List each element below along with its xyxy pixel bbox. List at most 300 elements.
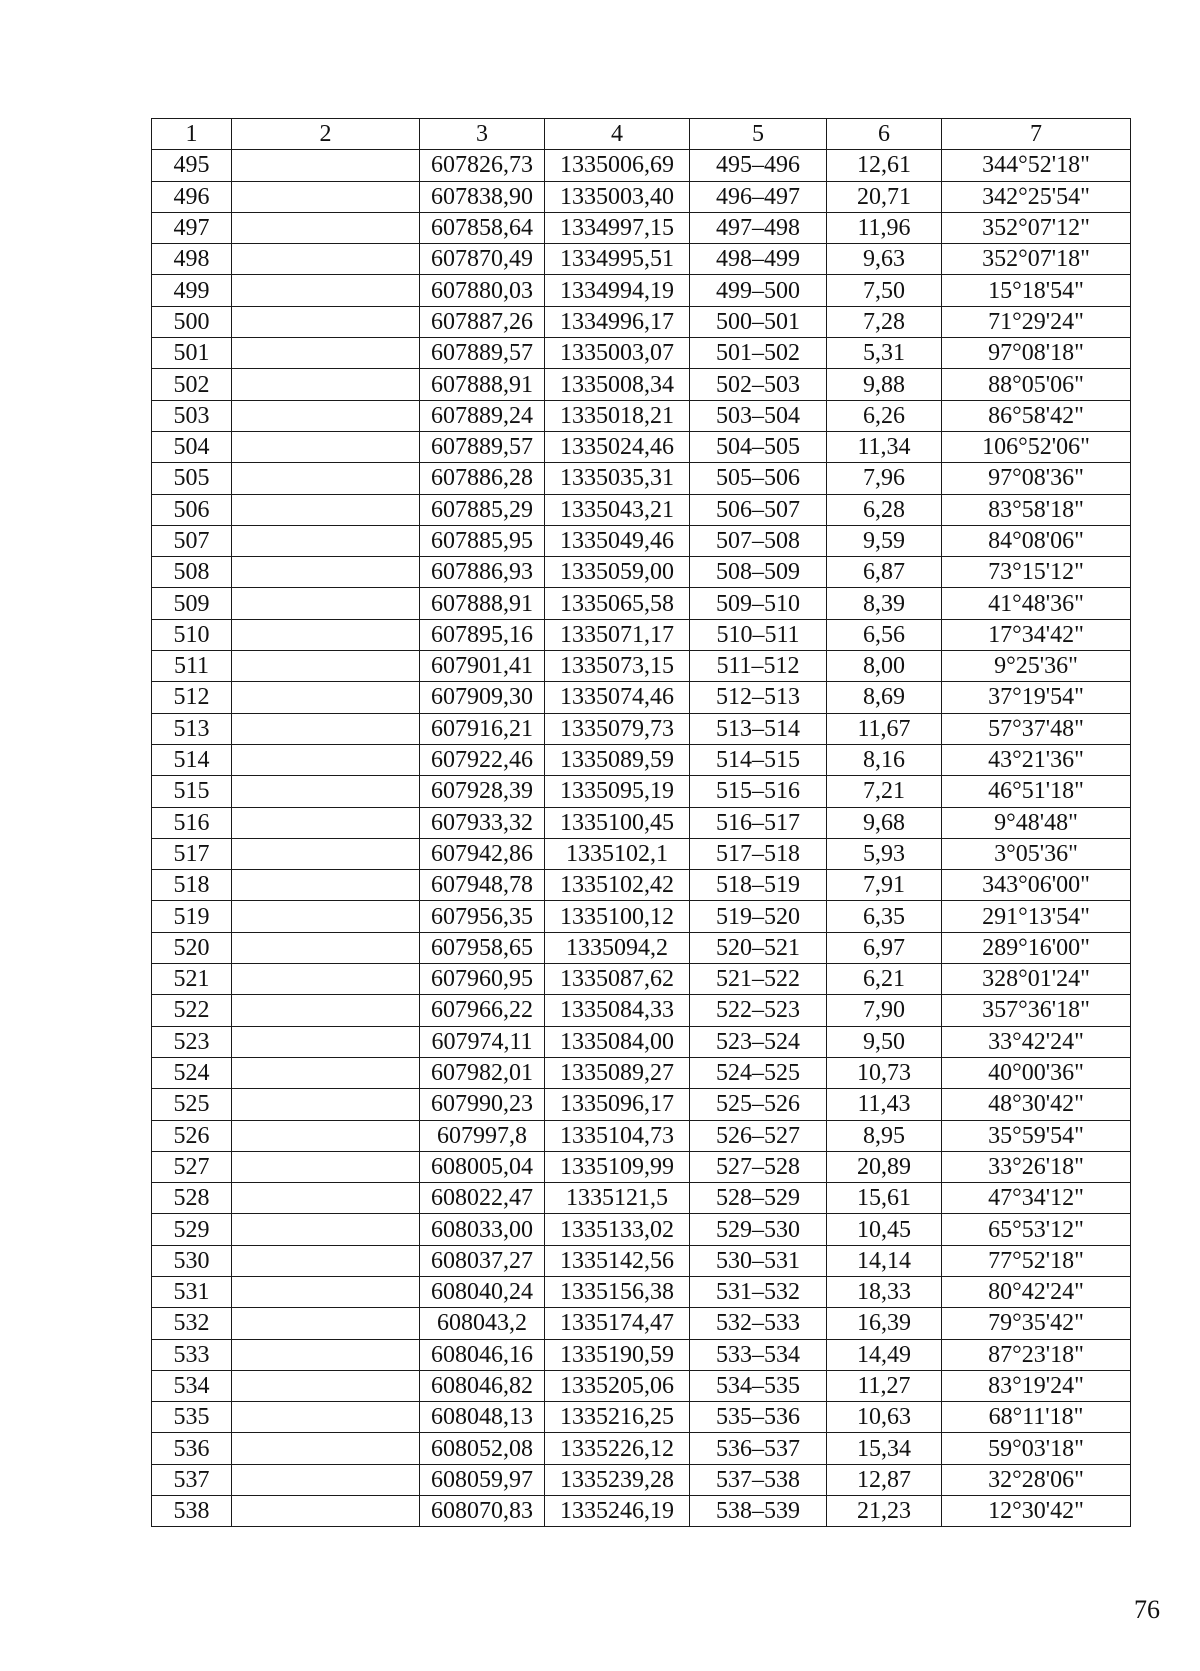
table-cell-segment: 529–530 (690, 1214, 827, 1245)
table-row (152, 964, 1131, 995)
table-cell-coord-y: 1335018,21 (545, 400, 690, 431)
table-cell-bearing: 41°48'36" (942, 588, 1131, 619)
table-cell-point-name (232, 181, 420, 212)
table-cell-bearing: 9°25'36" (942, 651, 1131, 682)
table-cell-bearing: 97°08'18" (942, 338, 1131, 369)
table-row (152, 463, 1131, 494)
table-cell-point-number: 508 (152, 557, 232, 588)
table-cell-bearing: 357°36'18" (942, 995, 1131, 1026)
table-row (152, 1308, 1131, 1339)
table-row (152, 150, 1131, 181)
table-cell-coord-y: 1335089,59 (545, 744, 690, 775)
table-row (152, 1120, 1131, 1151)
table-cell-point-number: 499 (152, 275, 232, 306)
table-cell-distance: 14,49 (827, 1339, 942, 1370)
table-cell-point-number: 521 (152, 964, 232, 995)
table-cell-coord-x: 607880,03 (420, 275, 545, 306)
table-row (152, 275, 1131, 306)
table-cell-bearing: 9°48'48" (942, 807, 1131, 838)
table-cell-coord-x: 608022,47 (420, 1183, 545, 1214)
table-cell-point-number: 520 (152, 932, 232, 963)
table-cell-coord-x: 607889,57 (420, 431, 545, 462)
table-cell-distance: 7,50 (827, 275, 942, 306)
table-cell-distance: 6,56 (827, 619, 942, 650)
table-cell-segment: 532–533 (690, 1308, 827, 1339)
table-cell-bearing: 59°03'18" (942, 1433, 1131, 1464)
table-cell-bearing: 88°05'06" (942, 369, 1131, 400)
table-cell-bearing: 79°35'42" (942, 1308, 1131, 1339)
table-row (152, 400, 1131, 431)
table-cell-distance: 12,87 (827, 1464, 942, 1495)
column-header: 2 (232, 119, 420, 150)
table-cell-segment: 506–507 (690, 494, 827, 525)
table-cell-segment: 503–504 (690, 400, 827, 431)
table-row (152, 431, 1131, 462)
table-cell-coord-x: 607922,46 (420, 744, 545, 775)
table-cell-point-name (232, 588, 420, 619)
table-cell-bearing: 73°15'12" (942, 557, 1131, 588)
table-cell-coord-x: 607888,91 (420, 369, 545, 400)
table-cell-bearing: 3°05'36" (942, 838, 1131, 869)
table-cell-coord-y: 1335156,38 (545, 1276, 690, 1307)
table-cell-distance: 10,63 (827, 1402, 942, 1433)
table-cell-point-name (232, 838, 420, 869)
table-cell-coord-x: 607858,64 (420, 212, 545, 243)
table-cell-segment: 519–520 (690, 901, 827, 932)
table-cell-coord-x: 607870,49 (420, 244, 545, 275)
table-row (152, 1151, 1131, 1182)
table-cell-distance: 7,91 (827, 870, 942, 901)
table-cell-distance: 7,21 (827, 776, 942, 807)
table-cell-coord-y: 1335065,58 (545, 588, 690, 619)
table-cell-segment: 520–521 (690, 932, 827, 963)
table-cell-bearing: 71°29'24" (942, 306, 1131, 337)
table-cell-bearing: 344°52'18" (942, 150, 1131, 181)
table-cell-coord-x: 608070,83 (420, 1496, 545, 1527)
table-cell-coord-x: 607974,11 (420, 1026, 545, 1057)
table-cell-coord-y: 1335043,21 (545, 494, 690, 525)
table-cell-coord-x: 607933,32 (420, 807, 545, 838)
table-cell-segment: 511–512 (690, 651, 827, 682)
table-cell-segment: 505–506 (690, 463, 827, 494)
table-cell-distance: 11,67 (827, 713, 942, 744)
table-cell-distance: 9,63 (827, 244, 942, 275)
table-cell-segment: 525–526 (690, 1089, 827, 1120)
table-row (152, 744, 1131, 775)
table-cell-coord-x: 608046,16 (420, 1339, 545, 1370)
table-cell-segment: 535–536 (690, 1402, 827, 1433)
table-cell-segment: 521–522 (690, 964, 827, 995)
table-cell-coord-y: 1335087,62 (545, 964, 690, 995)
table-cell-segment: 500–501 (690, 306, 827, 337)
table-cell-coord-x: 608040,24 (420, 1276, 545, 1307)
table-cell-segment: 496–497 (690, 181, 827, 212)
table-cell-bearing: 352°07'18" (942, 244, 1131, 275)
table-cell-segment: 517–518 (690, 838, 827, 869)
table-cell-coord-x: 607982,01 (420, 1057, 545, 1088)
table-cell-coord-y: 1335084,00 (545, 1026, 690, 1057)
table-cell-coord-x: 607895,16 (420, 619, 545, 650)
table-cell-point-number: 503 (152, 400, 232, 431)
table-cell-coord-y: 1335071,17 (545, 619, 690, 650)
table-cell-point-name (232, 682, 420, 713)
table-cell-segment: 495–496 (690, 150, 827, 181)
table-row (152, 651, 1131, 682)
table-cell-coord-x: 607960,95 (420, 964, 545, 995)
table-cell-bearing: 32°28'06" (942, 1464, 1131, 1495)
table-cell-point-name (232, 1276, 420, 1307)
column-header: 4 (545, 119, 690, 150)
table-cell-point-name (232, 1339, 420, 1370)
table-cell-segment: 536–537 (690, 1433, 827, 1464)
table-cell-point-name (232, 744, 420, 775)
page-number: 76 (1134, 1595, 1160, 1624)
table-header-row (152, 119, 1131, 150)
table-cell-coord-x: 607889,57 (420, 338, 545, 369)
table-cell-coord-y: 1335059,00 (545, 557, 690, 588)
table-cell-distance: 9,88 (827, 369, 942, 400)
table-row (152, 1026, 1131, 1057)
table-row (152, 588, 1131, 619)
table-cell-bearing: 48°30'42" (942, 1089, 1131, 1120)
table-cell-segment: 526–527 (690, 1120, 827, 1151)
column-header: 5 (690, 119, 827, 150)
table-cell-coord-x: 607909,30 (420, 682, 545, 713)
table-cell-coord-x: 607885,95 (420, 525, 545, 556)
table-row (152, 1433, 1131, 1464)
table-cell-segment: 508–509 (690, 557, 827, 588)
table-cell-segment: 524–525 (690, 1057, 827, 1088)
table-cell-bearing: 352°07'12" (942, 212, 1131, 243)
table-cell-point-name (232, 870, 420, 901)
table-cell-coord-x: 608033,00 (420, 1214, 545, 1245)
table-cell-coord-y: 1335190,59 (545, 1339, 690, 1370)
table-cell-bearing: 47°34'12" (942, 1183, 1131, 1214)
table-row (152, 306, 1131, 337)
table-cell-point-name (232, 431, 420, 462)
table-cell-coord-y: 1335003,40 (545, 181, 690, 212)
table-cell-point-name (232, 338, 420, 369)
table-cell-segment: 513–514 (690, 713, 827, 744)
coordinates-table (151, 118, 1131, 1527)
table-cell-coord-y: 1335074,46 (545, 682, 690, 713)
table-cell-point-number: 502 (152, 369, 232, 400)
table-cell-point-name (232, 1214, 420, 1245)
table-cell-distance: 9,59 (827, 525, 942, 556)
table-cell-segment: 528–529 (690, 1183, 827, 1214)
table-cell-coord-x: 607928,39 (420, 776, 545, 807)
table-cell-coord-y: 1335095,19 (545, 776, 690, 807)
table-cell-point-number: 495 (152, 150, 232, 181)
table-cell-point-number: 525 (152, 1089, 232, 1120)
table-cell-coord-y: 1335174,47 (545, 1308, 690, 1339)
table-cell-segment: 501–502 (690, 338, 827, 369)
table-row (152, 181, 1131, 212)
table-cell-coord-y: 1335008,34 (545, 369, 690, 400)
table-cell-coord-y: 1335094,2 (545, 932, 690, 963)
table-cell-point-name (232, 400, 420, 431)
table-cell-point-name (232, 1433, 420, 1464)
table-cell-coord-y: 1335100,45 (545, 807, 690, 838)
table-cell-coord-x: 607838,90 (420, 181, 545, 212)
table-cell-coord-y: 1335035,31 (545, 463, 690, 494)
table-cell-point-number: 511 (152, 651, 232, 682)
table-row (152, 838, 1131, 869)
table-row (152, 713, 1131, 744)
table-cell-segment: 523–524 (690, 1026, 827, 1057)
table-cell-coord-x: 607885,29 (420, 494, 545, 525)
table-row (152, 776, 1131, 807)
table-cell-bearing: 97°08'36" (942, 463, 1131, 494)
table-cell-coord-x: 607948,78 (420, 870, 545, 901)
table-cell-distance: 11,96 (827, 212, 942, 243)
table-cell-point-name (232, 1464, 420, 1495)
table-cell-coord-y: 1334995,51 (545, 244, 690, 275)
table-cell-coord-y: 1335096,17 (545, 1089, 690, 1120)
table-cell-point-name (232, 1370, 420, 1401)
table-cell-distance: 7,90 (827, 995, 942, 1026)
table-body (152, 119, 1131, 1527)
table-cell-point-name (232, 1026, 420, 1057)
table-cell-point-name (232, 1151, 420, 1182)
table-cell-point-number: 506 (152, 494, 232, 525)
table-cell-bearing: 84°08'06" (942, 525, 1131, 556)
table-cell-point-name (232, 1183, 420, 1214)
table-cell-point-name (232, 1120, 420, 1151)
table-cell-coord-y: 1335205,06 (545, 1370, 690, 1401)
table-cell-point-name (232, 463, 420, 494)
table-cell-bearing: 343°06'00" (942, 870, 1131, 901)
table-cell-distance: 5,31 (827, 338, 942, 369)
table-cell-point-number: 527 (152, 1151, 232, 1182)
table-cell-point-number: 532 (152, 1308, 232, 1339)
table-cell-segment: 527–528 (690, 1151, 827, 1182)
table-cell-bearing: 80°42'24" (942, 1276, 1131, 1307)
table-cell-point-number: 526 (152, 1120, 232, 1151)
table-cell-coord-y: 1335079,73 (545, 713, 690, 744)
table-cell-point-number: 505 (152, 463, 232, 494)
table-row (152, 682, 1131, 713)
table-cell-point-name (232, 244, 420, 275)
table-cell-coord-y: 1334996,17 (545, 306, 690, 337)
table-cell-segment: 534–535 (690, 1370, 827, 1401)
table-cell-coord-x: 608043,2 (420, 1308, 545, 1339)
table-cell-point-number: 512 (152, 682, 232, 713)
table-cell-coord-y: 1335089,27 (545, 1057, 690, 1088)
table-cell-segment: 509–510 (690, 588, 827, 619)
table-row (152, 807, 1131, 838)
table-cell-coord-y: 1334997,15 (545, 212, 690, 243)
table-cell-point-number: 523 (152, 1026, 232, 1057)
table-row (152, 1183, 1131, 1214)
table-cell-distance: 12,61 (827, 150, 942, 181)
table-cell-bearing: 46°51'18" (942, 776, 1131, 807)
table-cell-point-name (232, 557, 420, 588)
table-cell-point-number: 498 (152, 244, 232, 275)
table-cell-point-name (232, 901, 420, 932)
table-cell-distance: 16,39 (827, 1308, 942, 1339)
table-cell-coord-x: 607916,21 (420, 713, 545, 744)
column-header: 3 (420, 119, 545, 150)
table-cell-segment: 522–523 (690, 995, 827, 1026)
table-cell-segment: 516–517 (690, 807, 827, 838)
table-cell-coord-y: 1335102,42 (545, 870, 690, 901)
table-cell-point-number: 510 (152, 619, 232, 650)
table-row (152, 557, 1131, 588)
table-cell-distance: 14,14 (827, 1245, 942, 1276)
table-cell-segment: 537–538 (690, 1464, 827, 1495)
table-cell-point-number: 528 (152, 1183, 232, 1214)
table-cell-point-number: 518 (152, 870, 232, 901)
table-cell-point-number: 533 (152, 1339, 232, 1370)
table-cell-coord-y: 1335104,73 (545, 1120, 690, 1151)
table-cell-point-number: 516 (152, 807, 232, 838)
table-row (152, 1402, 1131, 1433)
table-cell-distance: 6,35 (827, 901, 942, 932)
table-row (152, 1057, 1131, 1088)
table-cell-segment: 533–534 (690, 1339, 827, 1370)
table-cell-distance: 18,33 (827, 1276, 942, 1307)
table-cell-point-name (232, 150, 420, 181)
table-cell-point-number: 513 (152, 713, 232, 744)
table-row (152, 932, 1131, 963)
table-cell-distance: 5,93 (827, 838, 942, 869)
table-cell-distance: 20,71 (827, 181, 942, 212)
table-cell-segment: 512–513 (690, 682, 827, 713)
table-row (152, 1464, 1131, 1495)
table-cell-point-number: 514 (152, 744, 232, 775)
table-cell-point-name (232, 494, 420, 525)
table-cell-point-number: 524 (152, 1057, 232, 1088)
table-cell-bearing: 33°26'18" (942, 1151, 1131, 1182)
table-cell-coord-x: 608048,13 (420, 1402, 545, 1433)
table-cell-coord-y: 1335084,33 (545, 995, 690, 1026)
table-cell-point-name (232, 1402, 420, 1433)
table-cell-coord-y: 1335100,12 (545, 901, 690, 932)
table-cell-segment: 497–498 (690, 212, 827, 243)
table-cell-segment: 499–500 (690, 275, 827, 306)
table-row (152, 901, 1131, 932)
table-row (152, 369, 1131, 400)
table-cell-point-number: 497 (152, 212, 232, 243)
table-cell-coord-x: 608046,82 (420, 1370, 545, 1401)
table-cell-point-name (232, 776, 420, 807)
table-cell-point-name (232, 275, 420, 306)
table-cell-point-name (232, 713, 420, 744)
table-cell-point-name (232, 651, 420, 682)
table-cell-segment: 515–516 (690, 776, 827, 807)
table-cell-point-number: 537 (152, 1464, 232, 1495)
table-cell-point-number: 501 (152, 338, 232, 369)
table-cell-point-name (232, 1308, 420, 1339)
table-row (152, 1496, 1131, 1527)
table-cell-coord-y: 1335049,46 (545, 525, 690, 556)
table-cell-bearing: 342°25'54" (942, 181, 1131, 212)
table-cell-bearing: 83°58'18" (942, 494, 1131, 525)
table-cell-coord-y: 1335024,46 (545, 431, 690, 462)
table-cell-bearing: 83°19'24" (942, 1370, 1131, 1401)
table-cell-coord-x: 607958,65 (420, 932, 545, 963)
table-cell-distance: 6,21 (827, 964, 942, 995)
table-cell-distance: 6,26 (827, 400, 942, 431)
table-cell-bearing: 87°23'18" (942, 1339, 1131, 1370)
table-cell-segment: 507–508 (690, 525, 827, 556)
table-cell-point-number: 535 (152, 1402, 232, 1433)
table-cell-bearing: 33°42'24" (942, 1026, 1131, 1057)
table-cell-point-name (232, 1057, 420, 1088)
table-cell-coord-y: 1335121,5 (545, 1183, 690, 1214)
table-cell-bearing: 43°21'36" (942, 744, 1131, 775)
table-cell-distance: 8,00 (827, 651, 942, 682)
table-row (152, 619, 1131, 650)
table-cell-coord-y: 1335246,19 (545, 1496, 690, 1527)
table-cell-distance: 7,28 (827, 306, 942, 337)
table-cell-bearing: 68°11'18" (942, 1402, 1131, 1433)
table-cell-distance: 6,28 (827, 494, 942, 525)
table-row (152, 244, 1131, 275)
table-cell-distance: 11,43 (827, 1089, 942, 1120)
table-cell-distance: 8,69 (827, 682, 942, 713)
table-row (152, 338, 1131, 369)
table-cell-bearing: 17°34'42" (942, 619, 1131, 650)
table-cell-distance: 7,96 (827, 463, 942, 494)
table-cell-coord-y: 1335073,15 (545, 651, 690, 682)
table-cell-coord-x: 607990,23 (420, 1089, 545, 1120)
column-header: 1 (152, 119, 232, 150)
table-cell-point-number: 515 (152, 776, 232, 807)
table-cell-coord-y: 1335006,69 (545, 150, 690, 181)
table-row (152, 1276, 1131, 1307)
table-cell-point-name (232, 1089, 420, 1120)
table-cell-distance: 9,50 (827, 1026, 942, 1057)
table-cell-point-number: 531 (152, 1276, 232, 1307)
table-cell-bearing: 291°13'54" (942, 901, 1131, 932)
table-cell-distance: 20,89 (827, 1151, 942, 1182)
table-cell-point-name (232, 995, 420, 1026)
table-cell-coord-x: 607888,91 (420, 588, 545, 619)
table-row (152, 525, 1131, 556)
table-cell-segment: 504–505 (690, 431, 827, 462)
table-cell-distance: 15,34 (827, 1433, 942, 1464)
table-cell-point-number: 509 (152, 588, 232, 619)
table-cell-coord-x: 607966,22 (420, 995, 545, 1026)
table-cell-coord-x: 607901,41 (420, 651, 545, 682)
table-cell-bearing: 40°00'36" (942, 1057, 1131, 1088)
column-header: 7 (942, 119, 1131, 150)
table-row (152, 1339, 1131, 1370)
table-cell-distance: 11,27 (827, 1370, 942, 1401)
table-cell-distance: 6,87 (827, 557, 942, 588)
table-cell-bearing: 37°19'54" (942, 682, 1131, 713)
table-cell-coord-y: 1335109,99 (545, 1151, 690, 1182)
table-row (152, 212, 1131, 243)
table-cell-bearing: 86°58'42" (942, 400, 1131, 431)
table-cell-bearing: 289°16'00" (942, 932, 1131, 963)
table-cell-coord-y: 1335239,28 (545, 1464, 690, 1495)
table-cell-coord-x: 607997,8 (420, 1120, 545, 1151)
table-cell-distance: 10,73 (827, 1057, 942, 1088)
table-row (152, 494, 1131, 525)
table-cell-point-number: 519 (152, 901, 232, 932)
table-row (152, 1089, 1131, 1120)
table-cell-distance: 15,61 (827, 1183, 942, 1214)
table-cell-coord-y: 1335142,56 (545, 1245, 690, 1276)
table-cell-bearing: 35°59'54" (942, 1120, 1131, 1151)
table-cell-point-name (232, 212, 420, 243)
table-cell-point-number: 496 (152, 181, 232, 212)
table-cell-coord-x: 608037,27 (420, 1245, 545, 1276)
table-cell-segment: 498–499 (690, 244, 827, 275)
